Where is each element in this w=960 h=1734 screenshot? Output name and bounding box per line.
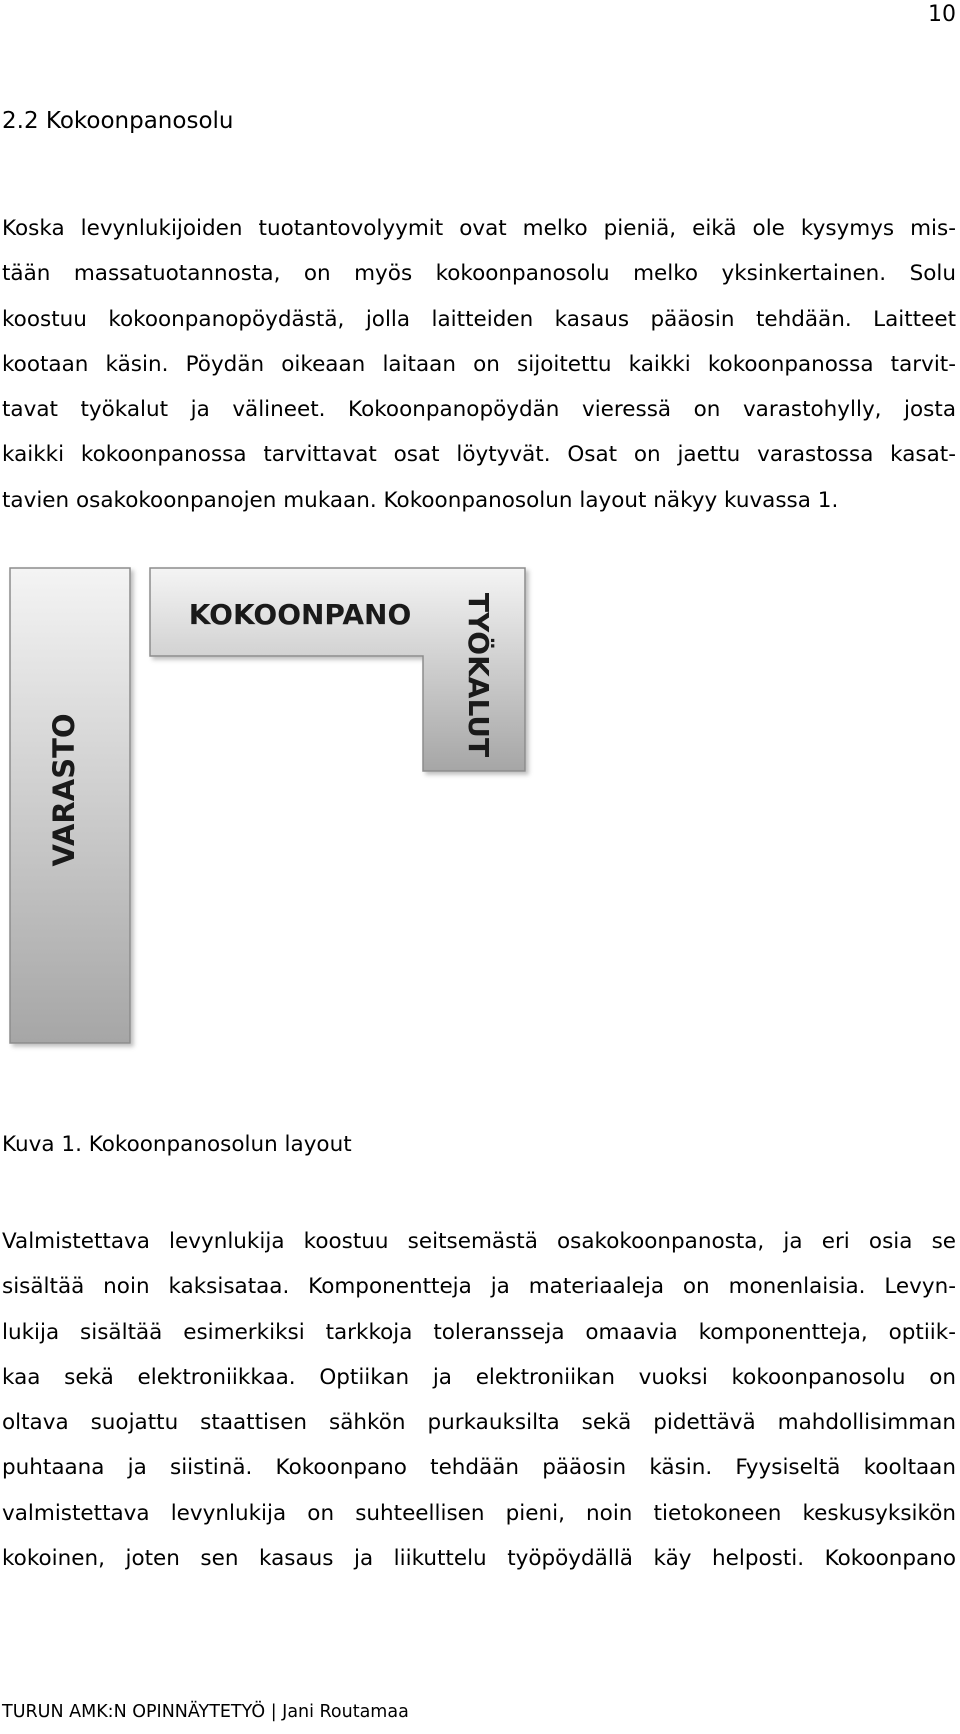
- figure-caption: Kuva 1. Kokoonpanosolun layout: [2, 1132, 352, 1157]
- paragraph-line: oltava suojattu staattisen sähkön purkauksilta sekä pidettävä mahdollisimman: [2, 1410, 956, 1436]
- paragraph-line: lukija sisältää esimerkiksi tarkkoja toleransseja omaavia komponentteja, optiik-: [2, 1319, 956, 1345]
- assembly-label: KOKOONPANO: [188, 598, 412, 631]
- paragraph-line: kootaan käsin. Pöydän oikeaan laitaan on sijoitettu kaikki kokoonpanossa tarvit-: [2, 351, 956, 377]
- storage-shelf: [10, 568, 130, 1043]
- paragraph-line: kokoinen, joten sen kasaus ja liikuttelu työpöydällä käy helposti. Kokoonpano: [2, 1546, 956, 1572]
- storage-label: VARASTO: [47, 713, 81, 867]
- paragraph-line: koostuu kokoonpanopöydästä, jolla laitteiden kasaus pääosin tehdään. Laitteet: [2, 306, 956, 332]
- page-number: 10: [928, 2, 956, 27]
- paragraph-line: kaa sekä elektroniikkaa. Optiikan ja elektroniikan vuoksi kokoonpanosolu on: [2, 1364, 956, 1390]
- paragraph-line: Koska levynlukijoiden tuotantovolyymit ovat melko pieniä, eikä ole kysymys mis-: [2, 216, 956, 241]
- paragraph-line: sisältää noin kaksisataa. Komponentteja ja materiaaleja on monenlaisia. Levyn-: [2, 1274, 956, 1300]
- paragraph-line: valmistettava levynlukija on suhteellisen pieni, noin tietokoneen keskusyksikön: [2, 1500, 956, 1526]
- paragraph-line: tavat työkalut ja välineet. Kokoonpanopöydän vieressä on varastohylly, josta: [2, 397, 956, 423]
- body-paragraph: [2, 1219, 956, 1581]
- paragraph-line: tään massatuotannosta, on myös kokoonpanosolu melko yksinkertainen. Solu: [2, 261, 956, 287]
- page-footer: TURUN AMK:N OPINNÄYTETYÖ | Jani Routamaa: [2, 1702, 409, 1722]
- paragraph-line: tavien osakokoonpanojen mukaan. Kokoonpanosolun layout näkyy kuvassa 1.: [2, 487, 839, 513]
- paragraph-line: Valmistettava levynlukija koostuu seitsemästä osakokoonpanosta, ja eri osia se: [2, 1229, 956, 1254]
- paragraph-line: kaikki kokoonpanossa tarvittavat osat löytyvät. Osat on jaettu varastossa kasat-: [2, 442, 956, 468]
- assembly-table: [150, 568, 525, 771]
- section-heading: 2.2 Kokoonpanosolu: [2, 108, 234, 134]
- intro-paragraph: [2, 206, 956, 523]
- tools-label: TYÖKALUT: [462, 592, 495, 758]
- paragraph-line: puhtaana ja siistinä. Kokoonpano tehdään pääosin käsin. Fyysiseltä kooltaan: [2, 1455, 956, 1481]
- layout-figure: [0, 560, 960, 1060]
